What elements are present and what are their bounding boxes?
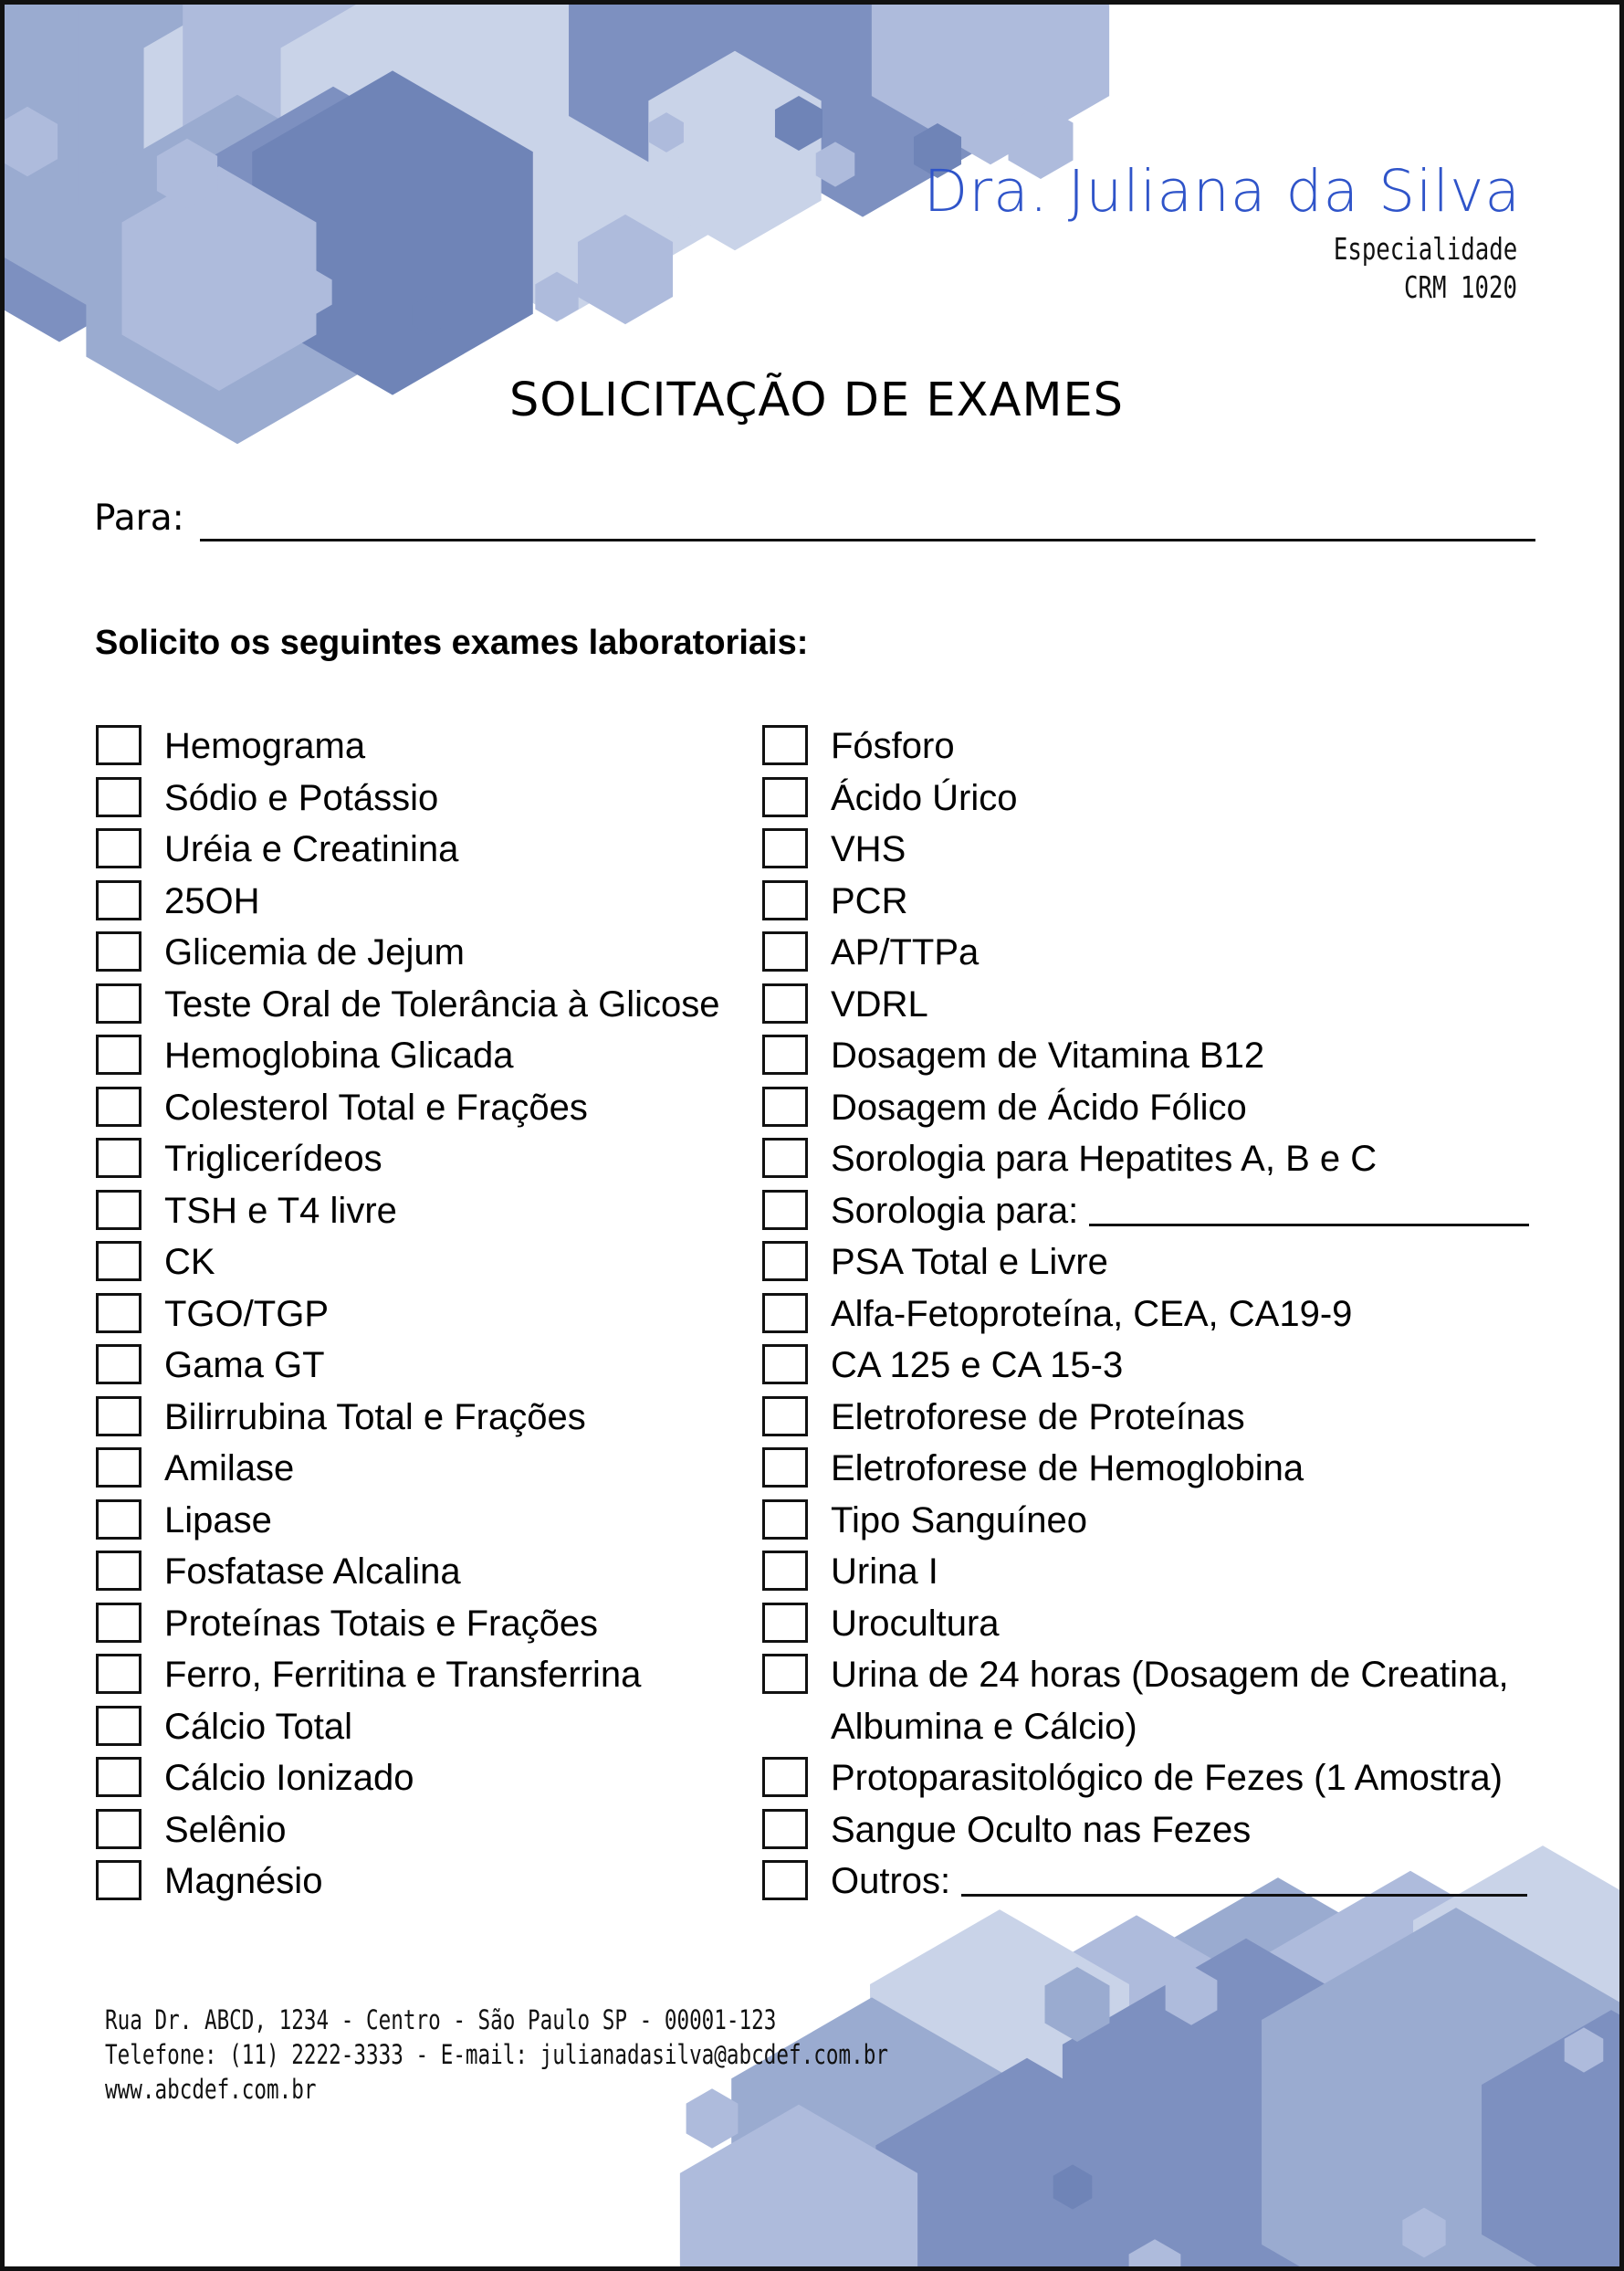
exam-checkbox[interactable] xyxy=(762,1035,808,1075)
recipient-row xyxy=(94,498,1536,552)
exam-checkbox[interactable] xyxy=(762,880,808,920)
exam-label: Sorologia para Hepatites A, B e C xyxy=(831,1139,1378,1179)
exam-checkbox[interactable] xyxy=(96,828,141,868)
footer-address: Rua Dr. ABCD, 1234 - Centro - São Paulo SP - 00001-123 xyxy=(105,2004,777,2035)
exam-checkbox[interactable] xyxy=(762,931,808,972)
exam-checkbox[interactable] xyxy=(762,1396,808,1436)
hexagon-cluster-top-left xyxy=(5,5,1053,333)
exam-label: Urina de 24 horas (Dosagem de Creatina, xyxy=(831,1655,1509,1695)
exam-label: Sódio e Potássio xyxy=(164,777,439,818)
exam-label: Urocultura xyxy=(831,1603,1000,1644)
exam-label: Teste Oral de Tolerância à Glicose xyxy=(164,983,720,1025)
exam-label: Magnésio xyxy=(164,1861,323,1901)
exam-checkbox[interactable] xyxy=(96,1603,141,1643)
exam-label: Albumina e Cálcio) xyxy=(831,1706,1137,1747)
doctor-crm: CRM 1020 xyxy=(1404,269,1517,305)
exam-checkbox[interactable] xyxy=(96,1138,141,1178)
exam-checkbox[interactable] xyxy=(762,1190,808,1230)
recipient-label: Para: xyxy=(94,498,184,539)
exam-checkbox[interactable] xyxy=(762,1087,808,1127)
exam-label: Cálcio Total xyxy=(164,1706,353,1747)
exam-checkbox[interactable] xyxy=(96,1757,141,1797)
exam-checkbox[interactable] xyxy=(96,1706,141,1746)
exam-label: Dosagem de Ácido Fólico xyxy=(831,1087,1247,1128)
exam-label: Sorologia para: xyxy=(831,1185,1529,1236)
exam-checkbox[interactable] xyxy=(762,1860,808,1900)
exam-checkbox[interactable] xyxy=(96,1447,141,1488)
exam-label: Ácido Úrico xyxy=(831,777,1018,818)
exam-label: Cálcio Ionizado xyxy=(164,1758,414,1798)
exam-checkbox[interactable] xyxy=(96,1190,141,1230)
exam-checkbox[interactable] xyxy=(96,1293,141,1333)
footer-website: www.abcdef.com.br xyxy=(105,2074,317,2105)
exam-checkbox[interactable] xyxy=(762,983,808,1024)
exam-label: CK xyxy=(164,1242,215,1282)
exam-label: Bilirrubina Total e Frações xyxy=(164,1396,586,1437)
exam-label: VHS xyxy=(831,829,906,869)
exam-label: Urina I xyxy=(831,1551,938,1592)
exam-checkbox[interactable] xyxy=(96,1396,141,1436)
exam-label: Hemoglobina Glicada xyxy=(164,1036,514,1076)
exam-label: Fosfatase Alcalina xyxy=(164,1551,461,1592)
exam-checkbox[interactable] xyxy=(762,1757,808,1797)
exam-checkbox[interactable] xyxy=(762,725,808,765)
exam-label: CA 125 e CA 15-3 xyxy=(831,1345,1124,1385)
exam-label: Alfa-Fetoproteína, CEA, CA19-9 xyxy=(831,1293,1353,1334)
doctor-specialty: Especialidade xyxy=(1333,231,1517,267)
exam-checkbox[interactable] xyxy=(96,931,141,972)
exam-checkbox[interactable] xyxy=(762,1809,808,1849)
exam-checkbox[interactable] xyxy=(762,1551,808,1591)
exam-label: Glicemia de Jejum xyxy=(164,932,466,973)
exam-label: Hemograma xyxy=(164,726,366,766)
exam-label: Tipo Sanguíneo xyxy=(831,1499,1087,1540)
exam-checkbox[interactable] xyxy=(762,1499,808,1540)
exam-label: TSH e T4 livre xyxy=(164,1190,397,1231)
exam-checkbox[interactable] xyxy=(762,1603,808,1643)
exam-checkbox[interactable] xyxy=(762,1241,808,1281)
exam-checkbox[interactable] xyxy=(96,983,141,1024)
exam-checkbox[interactable] xyxy=(96,777,141,817)
exam-checkbox[interactable] xyxy=(96,1551,141,1591)
exam-checkbox[interactable] xyxy=(96,880,141,920)
others-input-line[interactable] xyxy=(961,1856,1527,1897)
exam-label: Outros: xyxy=(831,1856,1527,1907)
exam-checkbox[interactable] xyxy=(762,1138,808,1178)
exam-label: Sangue Oculto nas Fezes xyxy=(831,1809,1252,1850)
exam-label: Amilase xyxy=(164,1448,295,1488)
exam-checkbox[interactable] xyxy=(96,1654,141,1694)
exam-label: PSA Total e Livre xyxy=(831,1242,1108,1282)
doctor-name: Dra. Juliana da Silva xyxy=(923,158,1521,225)
exam-checkbox[interactable] xyxy=(96,1860,141,1900)
footer-phone-email: Telefone: (11) 2222-3333 - E-mail: julianadasilva@abcdef.com.br xyxy=(105,2039,888,2070)
exam-checkbox[interactable] xyxy=(762,1447,808,1488)
exam-checkbox[interactable] xyxy=(96,1344,141,1384)
exam-label: TGO/TGP xyxy=(164,1293,329,1334)
exam-label: Fósforo xyxy=(831,726,955,766)
exam-checkbox[interactable] xyxy=(762,1293,808,1333)
exam-label: AP/TTPa xyxy=(831,932,980,973)
exam-checkbox[interactable] xyxy=(762,1654,808,1694)
exam-checkbox[interactable] xyxy=(96,1035,141,1075)
exam-checkbox[interactable] xyxy=(96,1499,141,1540)
exam-label: 25OH xyxy=(164,880,260,921)
exam-checkbox[interactable] xyxy=(762,777,808,817)
exam-label: Triglicerídeos xyxy=(164,1139,382,1179)
exam-checkbox[interactable] xyxy=(96,725,141,765)
exam-label: Uréia e Creatinina xyxy=(164,829,459,869)
exam-label: VDRL xyxy=(831,983,928,1025)
page-title: SOLICITAÇÃO DE EXAMES xyxy=(508,373,1125,427)
exam-checkbox[interactable] xyxy=(96,1241,141,1281)
exam-label: Gama GT xyxy=(164,1345,325,1385)
exam-label: PCR xyxy=(831,880,908,921)
recipient-input-line[interactable] xyxy=(200,539,1535,541)
exam-checkbox[interactable] xyxy=(96,1087,141,1127)
exam-label: Colesterol Total e Frações xyxy=(164,1087,588,1128)
exam-label: Protoparasitológico de Fezes (1 Amostra) xyxy=(831,1758,1503,1798)
exam-checkbox[interactable] xyxy=(96,1809,141,1849)
exam-label: Selênio xyxy=(164,1809,287,1850)
exam-label: Ferro, Ferritina e Transferrina xyxy=(164,1655,642,1695)
exam-label: Eletroforese de Hemoglobina xyxy=(831,1448,1304,1488)
exam-label: Lipase xyxy=(164,1499,272,1540)
exam-request-intro: Solicito os seguintes exames laboratoriais: xyxy=(95,624,809,662)
exam-label: Proteínas Totais e Frações xyxy=(164,1603,599,1644)
exam-checkbox[interactable] xyxy=(762,1344,808,1384)
footer-contact xyxy=(105,2003,888,2107)
exam-label: Eletroforese de Proteínas xyxy=(831,1396,1245,1437)
exam-checkbox[interactable] xyxy=(762,828,808,868)
exam-label: Dosagem de Vitamina B12 xyxy=(831,1036,1265,1076)
sorologia-input-line[interactable] xyxy=(1089,1185,1529,1226)
